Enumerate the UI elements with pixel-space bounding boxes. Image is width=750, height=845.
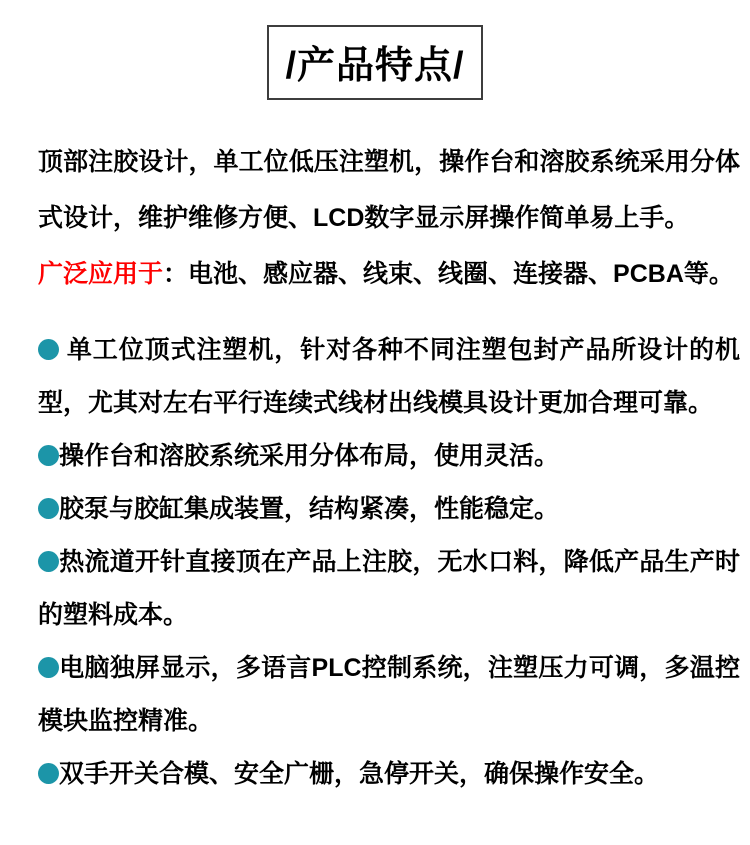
feature-item <box>38 642 740 748</box>
feature-item <box>38 430 740 483</box>
bullet-dot-icon <box>38 498 59 519</box>
bullet-dot-icon <box>38 551 59 572</box>
applications-line <box>38 246 740 302</box>
applications-colon: ： <box>163 260 189 288</box>
features-list <box>38 324 740 801</box>
content-area <box>0 134 750 801</box>
feature-text: 电脑独屏显示，多语言PLC控制系统，注塑压力可调，多温控模块监控精准。 <box>38 654 740 735</box>
applications-label: 广泛应用于 <box>38 260 164 288</box>
bullet-dot-icon <box>38 445 59 466</box>
feature-text: 单工位顶式注塑机，针对各种不同注塑包封产品所设计的机型，尤其对左右平行连续式线材出线模具设计更加合理可靠。 <box>38 336 740 417</box>
section-title-box <box>267 25 482 100</box>
feature-item <box>38 324 740 430</box>
bullet-dot-icon <box>38 763 59 784</box>
feature-text: 操作台和溶胶系统采用分体布局，使用灵活。 <box>59 442 560 470</box>
bullet-dot-icon <box>38 657 59 678</box>
applications-text: 电池、感应器、线束、线圈、连接器、PCBA等。 <box>188 260 734 288</box>
feature-text: 热流道开针直接顶在产品上注胶，无水口料，降低产品生产时的塑料成本。 <box>38 548 740 629</box>
feature-text: 胶泵与胶缸集成装置，结构紧凑，性能稳定。 <box>59 495 560 523</box>
intro-paragraph: 顶部注胶设计，单工位低压注塑机，操作台和溶胶系统采用分体式设计，维护维修方便、LCD数字显示屏操作简单易上手。 <box>38 148 740 232</box>
feature-item <box>38 536 740 642</box>
feature-text: 双手开关合模、安全广栅，急停开关，确保操作安全。 <box>59 760 660 788</box>
bullet-dot-icon <box>38 339 59 360</box>
feature-item <box>38 748 740 801</box>
page-title: /产品特点/ <box>285 45 465 87</box>
feature-item <box>38 483 740 536</box>
product-detail-page <box>0 25 750 845</box>
